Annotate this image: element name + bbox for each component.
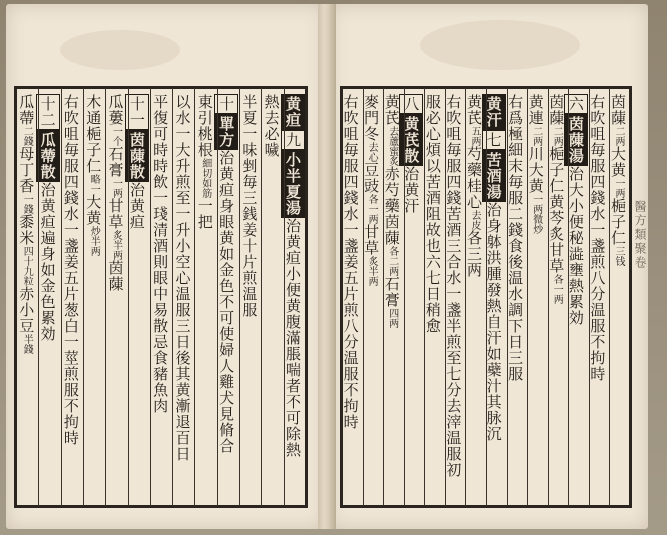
column-rule bbox=[609, 88, 610, 506]
column-rule bbox=[128, 88, 129, 506]
text-column bbox=[240, 94, 260, 500]
column-rule bbox=[217, 88, 218, 506]
text-column bbox=[106, 94, 126, 500]
body-text: 黄芪 bbox=[464, 94, 483, 126]
column-rule bbox=[527, 88, 528, 506]
item-number: 六 bbox=[564, 94, 588, 114]
column-rule bbox=[194, 88, 195, 506]
prescription-title: 茵蔯散 bbox=[125, 130, 149, 182]
prescription-title: 茵蔯湯 bbox=[564, 114, 588, 166]
body-text: 右吹咀毎服四錢苦酒三合水一盞半煎至七分去滓温服初 bbox=[444, 94, 463, 478]
body-text: 平復可時時飲一琖清酒則眼中易散忌食豬魚肉 bbox=[151, 94, 170, 414]
dosage-note: 去皮 bbox=[468, 210, 480, 230]
item-number: 十 bbox=[214, 94, 238, 114]
dosage-note: 細切如筋 bbox=[199, 158, 211, 198]
body-text: 茵蔯 bbox=[547, 94, 566, 126]
item-number: 十一 bbox=[125, 94, 149, 130]
dosage-note: 二两 bbox=[551, 126, 563, 146]
text-column bbox=[285, 94, 305, 500]
body-text: 黄芩 bbox=[547, 194, 566, 226]
body-text: 治大小便秘澁壅熱累効 bbox=[566, 166, 585, 326]
body-text: 熱去必噦 bbox=[262, 94, 281, 158]
body-text: 治身躰洪腫發熱自汗如蘗汁其脉沉 bbox=[484, 202, 503, 442]
text-column bbox=[610, 94, 629, 500]
body-text: 川大黄 bbox=[526, 146, 545, 194]
right-text-frame bbox=[340, 86, 632, 508]
book-gutter bbox=[318, 4, 336, 529]
text-column bbox=[84, 94, 104, 500]
body-text: 麥門冬 bbox=[362, 94, 381, 142]
text-column bbox=[384, 94, 403, 500]
dosage-note: 各一两 bbox=[366, 194, 378, 224]
text-column bbox=[549, 94, 568, 500]
body-text: 治黄疸小便黄腹滿脹喘者不可除熱 bbox=[283, 218, 302, 458]
dosage-note: 一两 bbox=[612, 178, 624, 198]
dosage-note: 半錢 bbox=[21, 334, 33, 354]
column-rule bbox=[150, 88, 151, 506]
text-column bbox=[151, 94, 171, 500]
dosage-note: 略一 bbox=[88, 174, 100, 194]
dosage-note: 三钱 bbox=[612, 246, 624, 266]
prescription-title: 黄芪散 bbox=[399, 114, 423, 166]
column-rule bbox=[568, 88, 569, 506]
margin-title: 醫方類聚卷 bbox=[633, 200, 647, 270]
body-text: 右吹咀毎服四錢水一盞姜五片葱白一莖煎服不拘時 bbox=[61, 94, 80, 446]
left-text-frame bbox=[14, 86, 308, 508]
text-column bbox=[508, 94, 527, 500]
column-rule bbox=[589, 88, 590, 506]
body-text: 右吹咀毎服四錢水一盞姜五片煎八分温服不拘時 bbox=[341, 94, 360, 430]
text-column bbox=[39, 94, 59, 500]
item-number: 七 bbox=[482, 130, 506, 150]
column-rule bbox=[38, 88, 39, 506]
body-text: 瓜蔕 bbox=[17, 94, 36, 126]
body-text: 木通 bbox=[84, 94, 103, 126]
dosage-note: 一个 bbox=[110, 126, 122, 146]
dosage-note: 二两 bbox=[530, 126, 542, 146]
text-column bbox=[446, 94, 465, 500]
column-rule bbox=[383, 88, 384, 506]
body-text: 甘草 bbox=[362, 224, 381, 256]
body-text: 右爲極細末毎服二錢食後温水調下日三服 bbox=[506, 94, 525, 382]
dosage-note: 去心 bbox=[366, 142, 378, 162]
dosage-note: 炙半两 bbox=[110, 230, 122, 260]
column-rule bbox=[239, 88, 240, 506]
column-rule bbox=[465, 88, 466, 506]
dosage-note: 一两微炒 bbox=[530, 194, 542, 234]
dosage-note: 二錢 bbox=[21, 126, 33, 146]
body-text: 梔子仁 bbox=[547, 146, 566, 194]
column-rule bbox=[61, 88, 62, 506]
text-column bbox=[484, 94, 506, 500]
body-text: 治黄汗 bbox=[402, 166, 421, 214]
text-column bbox=[343, 94, 362, 500]
body-text: 芍藥 bbox=[464, 146, 483, 178]
text-column bbox=[62, 94, 82, 500]
body-text: 服必心煩以苦酒阻故也六七日稍愈 bbox=[423, 94, 442, 334]
column-rule bbox=[172, 88, 173, 506]
body-text: 治黄疸 bbox=[127, 182, 146, 230]
body-text: 豆豉 bbox=[362, 162, 381, 194]
column-rule bbox=[445, 88, 446, 506]
body-text: 石膏 bbox=[106, 146, 125, 178]
dosage-note: 去蘆蜜炙 bbox=[386, 126, 398, 166]
text-column bbox=[218, 94, 238, 500]
column-rule bbox=[284, 88, 285, 506]
text-column bbox=[262, 94, 282, 500]
column-rule bbox=[363, 88, 364, 506]
paper-stain bbox=[420, 20, 580, 70]
prescription-title: 瓜蔕散 bbox=[36, 130, 60, 182]
body-text: 赤小豆 bbox=[17, 286, 36, 334]
dosage-note: 一錢 bbox=[21, 194, 33, 214]
prescription-title: 黄疸 bbox=[281, 94, 305, 130]
dosage-note: 炙半两 bbox=[366, 256, 378, 286]
dosage-note: 五两 bbox=[468, 126, 480, 146]
body-text: 母丁香 bbox=[17, 146, 36, 194]
dosage-note: 各一两 bbox=[551, 274, 563, 304]
body-text: 大黄 bbox=[608, 146, 627, 178]
prescription-title: 苦酒湯 bbox=[482, 150, 506, 202]
body-text: 一把 bbox=[195, 198, 214, 230]
body-text: 黄芪 bbox=[382, 94, 401, 126]
body-text: 以水一大升煎至一升小空心温服三日後其黄漸退百日 bbox=[173, 94, 192, 462]
body-text: 黍米 bbox=[17, 214, 36, 246]
text-column bbox=[425, 94, 444, 500]
text-column bbox=[195, 94, 215, 500]
text-column bbox=[129, 94, 149, 500]
body-text: 右吹咀毎服四錢水一盞煎八分温服不拘時 bbox=[588, 94, 607, 382]
text-column bbox=[17, 94, 37, 500]
dosage-note: 一两 bbox=[110, 178, 122, 198]
prescription-title: 小半夏湯 bbox=[281, 150, 305, 218]
body-text: 桂心 bbox=[464, 178, 483, 210]
body-text: 梔子仁 bbox=[84, 126, 103, 174]
text-column bbox=[566, 94, 588, 500]
column-rule bbox=[486, 88, 487, 506]
column-rule bbox=[261, 88, 262, 506]
item-number: 十二 bbox=[36, 94, 60, 130]
body-text: 各三两 bbox=[464, 230, 483, 278]
body-text: 梔子仁 bbox=[608, 198, 627, 246]
body-text: 半夏一味剉毎三銭姜十片煎温服 bbox=[240, 94, 259, 318]
dosage-note: 四两 bbox=[386, 308, 398, 328]
dosage-note: 二两 bbox=[612, 126, 624, 146]
body-text: 東引桃根 bbox=[195, 94, 214, 158]
body-text: 赤芍藥 bbox=[382, 166, 401, 214]
text-column bbox=[466, 94, 485, 500]
column-rule bbox=[548, 88, 549, 506]
body-text: 茵蔯 bbox=[106, 260, 125, 292]
text-column bbox=[364, 94, 383, 500]
text-column bbox=[173, 94, 193, 500]
dosage-note: 各二两 bbox=[386, 246, 398, 276]
column-rule bbox=[424, 88, 425, 506]
body-text: 甘草 bbox=[106, 198, 125, 230]
body-text: 石膏 bbox=[382, 276, 401, 308]
paper-stain bbox=[60, 30, 180, 70]
body-text: 茵蔯 bbox=[608, 94, 627, 126]
item-number: 九 bbox=[281, 130, 305, 150]
item-number: 八 bbox=[399, 94, 423, 114]
text-column bbox=[590, 94, 609, 500]
column-rule bbox=[83, 88, 84, 506]
body-text: 炙甘草 bbox=[547, 226, 566, 274]
column-rule bbox=[105, 88, 106, 506]
dosage-note: 炒半两 bbox=[88, 226, 100, 256]
column-rule bbox=[404, 88, 405, 506]
body-text: 大黄 bbox=[84, 194, 103, 226]
dosage-note: 四十九粒 bbox=[21, 246, 33, 286]
body-text: 治黄疸遍身如金色累効 bbox=[38, 182, 57, 342]
body-text: 治黄疸身眼黄如金色不可使婦人雞犬見脩合 bbox=[217, 150, 236, 454]
prescription-title: 單方 bbox=[214, 114, 238, 150]
prescription-title: 黄汗 bbox=[482, 94, 506, 130]
body-text: 瓜蔞 bbox=[106, 94, 125, 126]
body-text: 黄連 bbox=[526, 94, 545, 126]
column-rule bbox=[507, 88, 508, 506]
text-column bbox=[528, 94, 547, 500]
text-column bbox=[402, 94, 424, 500]
body-text: 茵蔯 bbox=[382, 214, 401, 246]
